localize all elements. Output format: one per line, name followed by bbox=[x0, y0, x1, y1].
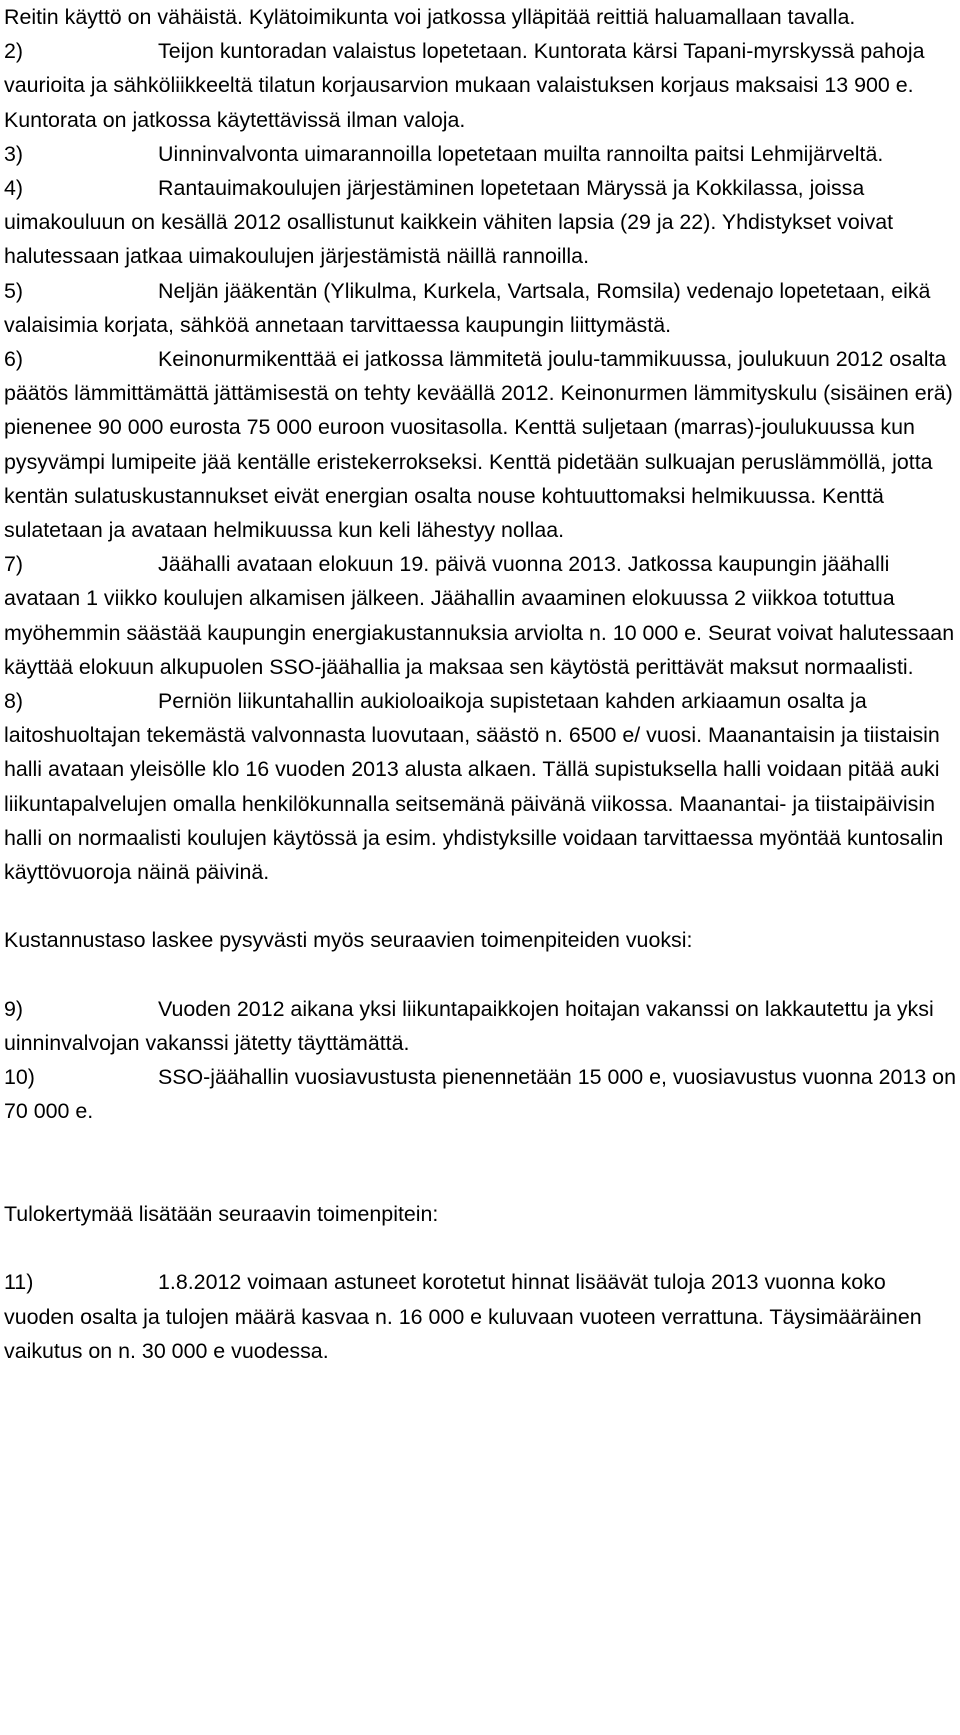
item-text: Neljän jääkentän (Ylikulma, Kurkela, Vartsala, Romsila) vedenajo lopetetaan, eikä valaisimia korjata, sähköä annetaan tarvittaessa kaupungin liittymästä. bbox=[4, 278, 931, 337]
item-number: 5) bbox=[4, 278, 24, 303]
section-heading-revenue: Tulokertymää lisätään seuraavin toimenpitein: bbox=[4, 1202, 439, 1227]
numbered-item bbox=[4, 992, 956, 1060]
numbered-item bbox=[4, 342, 956, 547]
intro-paragraph: Reitin käyttö on vähäistä. Kylätoimikunta voi jatkossa ylläpitää reittiä haluamallaan tavalla. bbox=[4, 5, 856, 29]
item-number: 11) bbox=[4, 1270, 34, 1295]
item-text: Rantauimakoulujen järjestäminen lopetetaan Märyssä ja Kokkilassa, joissa uimakouluun on kesällä 2012 osallistunut kaikkein vähiten lapsia (29 ja 22). Yhdistykset voivat halutessaan jatkaa uimakoulujen järjestämistä näillä rannoilla. bbox=[4, 176, 894, 269]
item-number: 3) bbox=[4, 141, 24, 166]
numbered-item bbox=[4, 1060, 956, 1128]
section-heading-permanent-costs: Kustannustaso laskee pysyvästi myös seuraavien toimenpiteiden vuoksi: bbox=[4, 928, 693, 953]
measures-list-b bbox=[4, 992, 956, 1129]
measures-list-a bbox=[4, 34, 956, 889]
numbered-item bbox=[4, 1265, 956, 1368]
spacer bbox=[4, 958, 956, 992]
item-text: 1.8.2012 voimaan astuneet korotetut hinnat lisäävät tuloja 2013 vuonna koko vuoden osalta ja tulojen määrä kasvaa n. 16 000 e kuluvaan vuoteen verrattuna. Täysimääräinen vaikutus on n. 30 000 e vuodessa. bbox=[4, 1270, 922, 1363]
numbered-item bbox=[4, 171, 956, 274]
item-number: 2) bbox=[4, 39, 24, 64]
item-text: Teijon kuntoradan valaistus lopetetaan. Kuntorata kärsi Tapani-myrskyssä pahoja vaurioita ja sähköliikkeeltä tilatun korjausarvion mukaan valaistuksen korjaus maksaisi 13 900 e. Kuntorata on jatkossa käytettävissä ilman valoja. bbox=[4, 39, 925, 132]
spacer bbox=[4, 1129, 956, 1163]
item-text: Uinninvalvonta uimarannoilla lopetetaan muilta rannoilta paitsi Lehmijärveltä. bbox=[158, 141, 884, 166]
item-text: SSO-jäähallin vuosiavustusta pienennetään 15 000 e, vuosiavustus vuonna 2013 on 70 000 e. bbox=[4, 1065, 956, 1124]
numbered-item bbox=[4, 684, 956, 889]
document-page bbox=[4, 0, 956, 1368]
measures-list-c bbox=[4, 1265, 956, 1368]
item-number: 9) bbox=[4, 996, 24, 1021]
item-text: Perniön liikuntahallin aukioloaikoja supistetaan kahden arkiaamun osalta ja laitoshuoltajan tekemästä valvonnasta luovutaan, säästö n. 6500 e/ vuosi. Maanantaisin ja tiistaisin halli avataan yleisölle klo 16 vuoden 2013 alusta alkaen. Tällä supistuksella halli voidaan pitää auki liikuntapalvelujen omalla henkilökunnalla seitsemänä päivänä viikossa. Maanantai- ja tiistaipäivisin halli on normaalisti koulujen käytössä ja esim. yhdistyksille voidaan tarvittaessa myöntää kuntosalin käyttövuoroja näinä päivinä. bbox=[4, 689, 944, 885]
item-text: Keinonurmikenttää ei jatkossa lämmitetä joulu-tammikuussa, joulukuun 2012 osalta päätös lämmittämättä jättämisestä on tehty keväällä 2012. Keinonurmen lämmityskulu (sisäinen erä) pienenee 90 000 eurosta 75 000 euroon vuositasolla. Kenttä suljetaan (marras)-joulukuussa kun pysyvämpi lumipeite jää kentälle eristekerrokseksi. Kenttä pidetään sulkuajan peruslämmöllä, jotta kentän sulatuskustannukset eivät energian osalta nouse kohtuuttomaksi helmikuussa. Kenttä sulatetaan ja avataan helmikuussa kun keli lähestyy nollaa. bbox=[4, 347, 953, 543]
item-number: 4) bbox=[4, 176, 24, 201]
item-number: 10) bbox=[4, 1065, 35, 1090]
spacer bbox=[4, 1163, 956, 1197]
numbered-item bbox=[4, 34, 956, 137]
item-text: Jäähalli avataan elokuun 19. päivä vuonna 2013. Jatkossa kaupungin jäähalli avataan 1 viikko koulujen alkamisen jälkeen. Jäähallin avaaminen elokuussa 2 viikkoa totuttua myöhemmin säästää kaupungin energiakustannuksia arviolta n. 10 000 e. Seurat voivat halutessaan käyttää elokuun alkupuolen SSO-jäähallia ja maksaa sen käytöstä perittävät maksut normaalisti. bbox=[4, 552, 955, 679]
numbered-item bbox=[4, 137, 956, 171]
spacer bbox=[4, 889, 956, 923]
item-number: 6) bbox=[4, 347, 24, 372]
spacer bbox=[4, 1231, 956, 1265]
numbered-item bbox=[4, 547, 956, 684]
item-text: Vuoden 2012 aikana yksi liikuntapaikkojen hoitajan vakanssi on lakkautettu ja yksi uinninvalvojan vakanssi jätetty täyttämättä. bbox=[4, 996, 934, 1056]
numbered-item bbox=[4, 274, 956, 342]
item-number: 8) bbox=[4, 689, 24, 714]
item-number: 7) bbox=[4, 552, 24, 577]
